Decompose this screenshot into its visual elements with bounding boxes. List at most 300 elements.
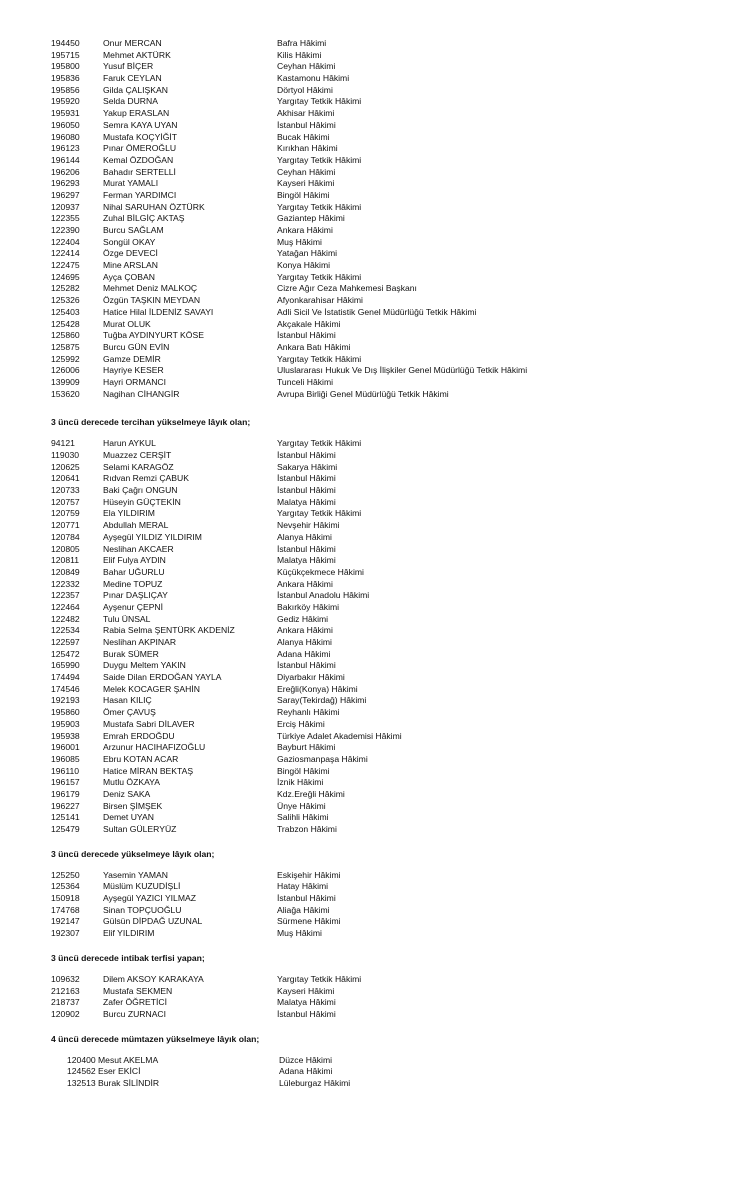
list-item [0, 365, 746, 377]
registry-number: 174546 [51, 683, 80, 694]
list-item [0, 1066, 746, 1078]
list-item [0, 96, 746, 108]
registry-number: 153620 [51, 388, 80, 399]
person-name: Özge DEVECİ [103, 248, 158, 259]
position: Avrupa Birliği Genel Müdürlüğü Tetkik Hâkimi [277, 388, 449, 399]
position: Eskişehir Hâkimi [277, 869, 341, 880]
person-name: Mustafa Sabri DİLAVER [103, 718, 195, 729]
registry-number: 194450 [51, 38, 80, 48]
registry-number: 196293 [51, 178, 80, 189]
list-item [0, 707, 746, 719]
registry-number: 195800 [51, 61, 80, 72]
position: Türkiye Adalet Akademisi Hâkimi [277, 730, 402, 741]
list-item [0, 132, 746, 144]
registry-number: 196050 [51, 119, 80, 130]
registry-number: 125364 [51, 881, 80, 892]
list-item [0, 997, 746, 1009]
person-name: Medine TOPUZ [103, 578, 163, 589]
position: Bakırköy Hâkimi [277, 601, 340, 612]
position: Cizre Ağır Ceza Mahkemesi Başkanı [277, 283, 417, 294]
registry-number: 196227 [51, 800, 80, 811]
position: Küçükçekmece Hâkimi [277, 566, 364, 577]
registry-number: 94121 [51, 438, 75, 449]
position: Yargıtay Tetkik Hâkimi [277, 271, 362, 282]
person-name: Arzunur HACIHAFIZOĞLU [103, 742, 206, 753]
registry-number: 125282 [51, 283, 80, 294]
position: Yargıtay Tetkik Hâkimi [277, 154, 362, 165]
registry-number: 196157 [51, 777, 80, 788]
position: İznik Hâkimi [277, 777, 324, 788]
person-name: Mehmet AKTÜRK [103, 49, 171, 60]
person-name: Nagihan CİHANGİR [103, 388, 180, 399]
person-name: Yusuf BİÇER [103, 61, 154, 72]
registry-number: 195715 [51, 49, 80, 60]
list-item [0, 167, 746, 179]
person-name: Mustafa SEKMEN [103, 985, 173, 996]
list-item [0, 695, 746, 707]
person-name: Songül OKAY [103, 236, 156, 247]
position: İstanbul Hâkimi [277, 543, 336, 554]
person-name: Ayşegül YAZICI YILMAZ [103, 893, 196, 904]
list-item [0, 485, 746, 497]
person-name: Hasan KILIÇ [103, 695, 152, 706]
section-heading: 3 üncü derecede tercihan yükselmeye lâyık olan; [51, 417, 251, 428]
position: Ünye Hâkimi [277, 800, 326, 811]
list-item [0, 85, 746, 97]
list-item [0, 330, 746, 342]
person-name: Zuhal BİLGİÇ AKTAŞ [103, 213, 185, 224]
list-item [0, 260, 746, 272]
position: Yargıtay Tetkik Hâkimi [277, 438, 362, 449]
registry-number: 125860 [51, 330, 80, 341]
person-name: Yakup ERASLAN [103, 108, 170, 119]
registry-number: 195938 [51, 730, 80, 741]
list-item [0, 1009, 746, 1021]
registry-number: 122464 [51, 601, 80, 612]
position: Tunceli Hâkimi [277, 376, 334, 387]
list-item [0, 213, 746, 225]
list-item [0, 497, 746, 509]
list-item [0, 283, 746, 295]
position: Nevşehir Hâkimi [277, 520, 340, 531]
list-item [0, 450, 746, 462]
person-name: Murat OLUK [103, 318, 151, 329]
person-name: Selda DURNA [103, 96, 158, 107]
registry-number: 120805 [51, 543, 80, 554]
position: Afyonkarahisar Hâkimi [277, 295, 363, 306]
list-section [0, 952, 746, 1021]
person-name: Abdullah MERAL [103, 520, 169, 531]
person-name: Pınar ÖMEROĞLU [103, 143, 177, 154]
list-item [0, 777, 746, 789]
registry-number: 132513 [67, 1077, 96, 1088]
position: Erciş Hâkimi [277, 718, 325, 729]
person-name: Selami KARAGÖZ [103, 461, 174, 472]
person-name: Mustafa KOÇYİĞİT [103, 131, 178, 142]
person-name: Duygu Meltem YAKIN [103, 660, 186, 671]
list-item [0, 120, 746, 132]
list-item [0, 881, 746, 893]
list-item [0, 928, 746, 940]
person-name: Birsen ŞİMŞEK [103, 800, 163, 811]
person-name: Gamze DEMİR [103, 353, 161, 364]
person-name: Mesut AKELMA [98, 1054, 159, 1065]
person-name: Harun AYKUL [103, 438, 156, 449]
list-item [0, 108, 746, 120]
person-name: Burcu SAĞLAM [103, 225, 164, 235]
position: Sürmene Hâkimi [277, 916, 341, 927]
registry-number: 192193 [51, 695, 80, 706]
registry-number: 122482 [51, 613, 80, 624]
person-name: Saide Dilan ERDOĞAN YAYLA [103, 672, 222, 683]
registry-number: 122355 [51, 213, 80, 224]
registry-number: 195903 [51, 718, 80, 729]
position: Saray(Tekirdağ) Hâkimi [277, 695, 367, 706]
list-item [0, 986, 746, 998]
person-name: Ela YILDIRIM [103, 508, 155, 519]
list-item [0, 377, 746, 389]
position: Yargıtay Tetkik Hâkimi [277, 973, 362, 984]
registry-number: 196001 [51, 742, 80, 753]
registry-number: 196080 [51, 131, 80, 142]
list-item [0, 905, 746, 917]
position: Muş Hâkimi [277, 928, 322, 939]
person-name: Hayri ORMANCI [103, 376, 167, 387]
position: Bayburt Hâkimi [277, 742, 336, 753]
registry-number: 120849 [51, 566, 80, 577]
position: İstanbul Hâkimi [277, 660, 336, 671]
section-heading: 4 üncü derecede mümtazen yükselmeye lâyık olan; [51, 1033, 260, 1044]
position: İstanbul Hâkimi [277, 473, 336, 484]
registry-number: 109632 [51, 973, 80, 984]
registry-number: 122534 [51, 625, 80, 636]
position: Salihli Hâkimi [277, 812, 329, 823]
list-item [0, 272, 746, 284]
registry-number: 120902 [51, 1008, 80, 1019]
person-name: Hatice Hilal İLDENİZ SAVAYI [103, 306, 214, 317]
list-item [0, 789, 746, 801]
registry-number: 195836 [51, 73, 80, 84]
registry-number: 196123 [51, 143, 80, 154]
list-item [0, 672, 746, 684]
position: Alanya Hâkimi [277, 637, 332, 647]
registry-number: 196085 [51, 753, 80, 764]
person-name: Neslihan AKCAER [103, 543, 174, 554]
person-name: Burak SİLİNDİR [98, 1077, 160, 1088]
position: Kilis Hâkimi [277, 49, 322, 60]
position: Ereğli(Konya) Hâkimi [277, 683, 358, 694]
registry-number: 196144 [51, 154, 80, 165]
position: Adli Sicil Ve İstatistik Genel Müdürlüğü Tetkik Hâkimi [277, 306, 477, 317]
position: Yargıtay Tetkik Hâkimi [277, 508, 362, 519]
registry-number: 120733 [51, 485, 80, 496]
person-name: Sultan GÜLERYÜZ [103, 824, 177, 834]
registry-number: 196297 [51, 189, 80, 200]
list-item [0, 602, 746, 614]
list-item [0, 520, 746, 532]
person-name: Rabia Selma ŞENTÜRK AKDENİZ [103, 625, 235, 636]
registry-number: 192147 [51, 916, 80, 927]
list-item [0, 870, 746, 882]
list-item [0, 812, 746, 824]
registry-number: 122332 [51, 578, 80, 589]
position: Dörtyol Hâkimi [277, 84, 333, 95]
person-name: Tuğba AYDINYURT KÖSE [103, 330, 204, 341]
person-name: Baki Çağrı ONGUN [103, 485, 178, 496]
position: İstanbul Hâkimi [277, 330, 336, 341]
position: Bingöl Hâkimi [277, 765, 330, 776]
registry-number: 122597 [51, 637, 80, 647]
person-name: Murat YAMALI [103, 178, 159, 189]
registry-number: 120625 [51, 461, 80, 472]
list-item [0, 438, 746, 450]
person-name: Ayşenur ÇEPNİ [103, 601, 164, 612]
position: Ankara Batı Hâkimi [277, 341, 351, 352]
registry-number: 125250 [51, 869, 80, 880]
registry-number: 126006 [51, 365, 80, 376]
list-item [0, 155, 746, 167]
list-item [0, 1078, 746, 1090]
list-section [0, 416, 746, 835]
position: Sakarya Hâkimi [277, 461, 338, 472]
person-name: Ferman YARDIMCI [103, 189, 177, 200]
person-name: Hüseyin GÜÇTEKİN [103, 496, 181, 507]
person-name: Kemal ÖZDOĞAN [103, 154, 174, 165]
list-item [0, 544, 746, 556]
registry-number: 195856 [51, 84, 80, 95]
registry-number: 196179 [51, 788, 80, 799]
person-name: Burcu GÜN EVİN [103, 341, 170, 352]
list-item [0, 754, 746, 766]
position: Kayseri Hâkimi [277, 178, 335, 189]
list-item [0, 473, 746, 485]
position: Malatya Hâkimi [277, 997, 336, 1008]
person-name: Sinan TOPÇUOĞLU [103, 904, 182, 915]
list-section [0, 38, 746, 400]
list-item [0, 742, 746, 754]
registry-number: 218737 [51, 997, 80, 1008]
position: Bafra Hâkimi [277, 38, 327, 48]
list-item [0, 342, 746, 354]
registry-number: 195860 [51, 707, 80, 718]
registry-number: 120400 [67, 1054, 96, 1065]
person-name: Gülsün DİPDAĞ UZUNAL [103, 916, 203, 927]
position: Trabzon Hâkimi [277, 824, 337, 834]
person-name: Pınar DAŞLIÇAY [103, 590, 168, 601]
list-item [0, 73, 746, 85]
list-item [0, 50, 746, 62]
person-name: Dilem AKSOY KARAKAYA [103, 973, 204, 984]
list-item [0, 625, 746, 637]
list-item [0, 307, 746, 319]
list-item [0, 319, 746, 331]
position: Ankara Hâkimi [277, 625, 333, 636]
position: Yargıtay Tetkik Hâkimi [277, 353, 362, 364]
position: Uluslararası Hukuk Ve Dış İlişkiler Genel Müdürlüğü Tetkik Hâkimi [277, 365, 528, 376]
list-item [0, 649, 746, 661]
registry-number: 165990 [51, 660, 80, 671]
list-item [0, 916, 746, 928]
section-heading: 3 üncü derecede yükselmeye lâyık olan; [51, 848, 215, 859]
position: Yargıtay Tetkik Hâkimi [277, 96, 362, 107]
position: Malatya Hâkimi [277, 496, 336, 507]
list-item [0, 590, 746, 602]
position: Diyarbakır Hâkimi [277, 672, 345, 683]
position: Kastamonu Hâkimi [277, 73, 350, 84]
position: Yatağan Hâkimi [277, 248, 338, 259]
registry-number: 120757 [51, 496, 80, 507]
position: Malatya Hâkimi [277, 555, 336, 566]
position: Gaziosmanpaşa Hâkimi [277, 753, 368, 764]
registry-number: 212163 [51, 985, 80, 996]
registry-number: 124562 [67, 1066, 96, 1077]
registry-number: 196110 [51, 765, 80, 776]
registry-number: 125992 [51, 353, 80, 364]
person-name: Özgün TAŞKIN MEYDAN [103, 295, 201, 306]
person-name: Nihal SARUHAN ÖZTÜRK [103, 201, 205, 212]
registry-number: 124695 [51, 271, 80, 282]
person-name: Demet UYAN [103, 812, 154, 823]
position: Lüleburgaz Hâkimi [279, 1077, 351, 1088]
list-item [0, 824, 746, 836]
list-item [0, 1055, 746, 1067]
position: Kayseri Hâkimi [277, 985, 335, 996]
list-item [0, 202, 746, 214]
registry-number: 122414 [51, 248, 80, 259]
list-item [0, 555, 746, 567]
person-name: Yasemin YAMAN [103, 869, 168, 880]
list-item [0, 61, 746, 73]
registry-number: 120771 [51, 520, 80, 531]
list-item [0, 295, 746, 307]
list-item [0, 614, 746, 626]
position: Kdz.Ereğli Hâkimi [277, 788, 345, 799]
registry-number: 125875 [51, 341, 80, 352]
position: Ankara Hâkimi [277, 225, 333, 235]
list-item [0, 508, 746, 520]
registry-number: 150918 [51, 893, 80, 904]
position: Adana Hâkimi [279, 1066, 333, 1077]
list-section [0, 1033, 746, 1090]
list-item [0, 143, 746, 155]
list-section [0, 848, 746, 940]
person-name: Rıdvan Remzi ÇABUK [103, 473, 189, 484]
list-item [0, 719, 746, 731]
registry-number: 120759 [51, 508, 80, 519]
registry-number: 196206 [51, 166, 80, 177]
registry-number: 120937 [51, 201, 80, 212]
position: Adana Hâkimi [277, 648, 331, 659]
position: İstanbul Hâkimi [277, 485, 336, 496]
list-item [0, 532, 746, 544]
registry-number: 195920 [51, 96, 80, 107]
list-item [0, 684, 746, 696]
person-name: Ayşegül YILDIZ YILDIRIM [103, 531, 202, 542]
position: İstanbul Hâkimi [277, 450, 336, 460]
list-item [0, 766, 746, 778]
position: Konya Hâkimi [277, 260, 331, 271]
registry-number: 125141 [51, 812, 80, 823]
registry-number: 120641 [51, 473, 80, 484]
person-name: Ömer ÇAVUŞ [103, 707, 156, 718]
person-name: Mutlu ÖZKAYA [103, 777, 160, 788]
position: Ankara Hâkimi [277, 578, 333, 589]
position: Reyhanlı Hâkimi [277, 707, 340, 718]
list-item [0, 225, 746, 237]
position: Aliağa Hâkimi [277, 904, 330, 915]
registry-number: 192307 [51, 928, 80, 939]
position: Hatay Hâkimi [277, 881, 329, 892]
person-name: Mine ARSLAN [103, 260, 158, 271]
registry-number: 120784 [51, 531, 80, 542]
person-name: Hatice MİRAN BEKTAŞ [103, 765, 194, 776]
person-name: Deniz SAKA [103, 788, 151, 799]
position: Bucak Hâkimi [277, 131, 330, 142]
person-name: Ebru KOTAN ACAR [103, 753, 179, 764]
position: Bingöl Hâkimi [277, 189, 330, 200]
registry-number: 125479 [51, 824, 80, 834]
person-name: Müslüm KUZUDİŞLİ [103, 881, 181, 892]
list-item [0, 354, 746, 366]
position: Ceyhan Hâkimi [277, 166, 336, 177]
position: Akçakale Hâkimi [277, 318, 341, 329]
person-name: Burcu ZURNACI [103, 1008, 167, 1019]
position: İstanbul Anadolu Hâkimi [277, 590, 370, 601]
list-item [0, 567, 746, 579]
list-item [0, 178, 746, 190]
person-name: Bahadır SERTELLİ [103, 166, 176, 177]
registry-number: 174494 [51, 672, 80, 683]
person-name: Neslihan AKPINAR [103, 637, 177, 647]
registry-number: 174768 [51, 904, 80, 915]
person-name: Semra KAYA UYAN [103, 119, 178, 130]
registry-number: 195931 [51, 108, 80, 119]
person-name: Eser EKİCİ [98, 1066, 141, 1077]
person-name: Melek KOCAGER ŞAHİN [103, 683, 200, 694]
position: Alanya Hâkimi [277, 531, 332, 542]
registry-number: 122404 [51, 236, 80, 247]
person-name: Burak SÜMER [103, 648, 159, 659]
registry-number: 125428 [51, 318, 80, 329]
person-name: Mehmet Deniz MALKOÇ [103, 283, 198, 294]
list-item [0, 237, 746, 249]
person-name: Zafer ÖĞRETİCİ [103, 997, 167, 1008]
position: Gaziantep Hâkimi [277, 213, 345, 224]
list-item [0, 190, 746, 202]
list-item [0, 637, 746, 649]
registry-number: 122390 [51, 225, 80, 235]
person-name: Onur MERCAN [103, 38, 162, 48]
list-item [0, 579, 746, 591]
registry-number: 125403 [51, 306, 80, 317]
list-item [0, 38, 746, 50]
list-item [0, 731, 746, 743]
person-name: Elif Fulya AYDIN [103, 555, 166, 566]
position: İstanbul Hâkimi [277, 119, 336, 130]
position: İstanbul Hâkimi [277, 1008, 336, 1019]
registry-number: 125472 [51, 648, 80, 659]
registry-number: 125326 [51, 295, 80, 306]
position: Düzce Hâkimi [279, 1054, 333, 1065]
list-item [0, 974, 746, 986]
position: Kırıkhan Hâkimi [277, 143, 338, 154]
position: Yargıtay Tetkik Hâkimi [277, 201, 362, 212]
section-heading: 3 üncü derecede intibak terfisi yapan; [51, 952, 205, 963]
list-item [0, 801, 746, 813]
list-item [0, 660, 746, 672]
person-name: Gilda ÇALIŞKAN [103, 84, 168, 95]
position: Gediz Hâkimi [277, 613, 329, 624]
